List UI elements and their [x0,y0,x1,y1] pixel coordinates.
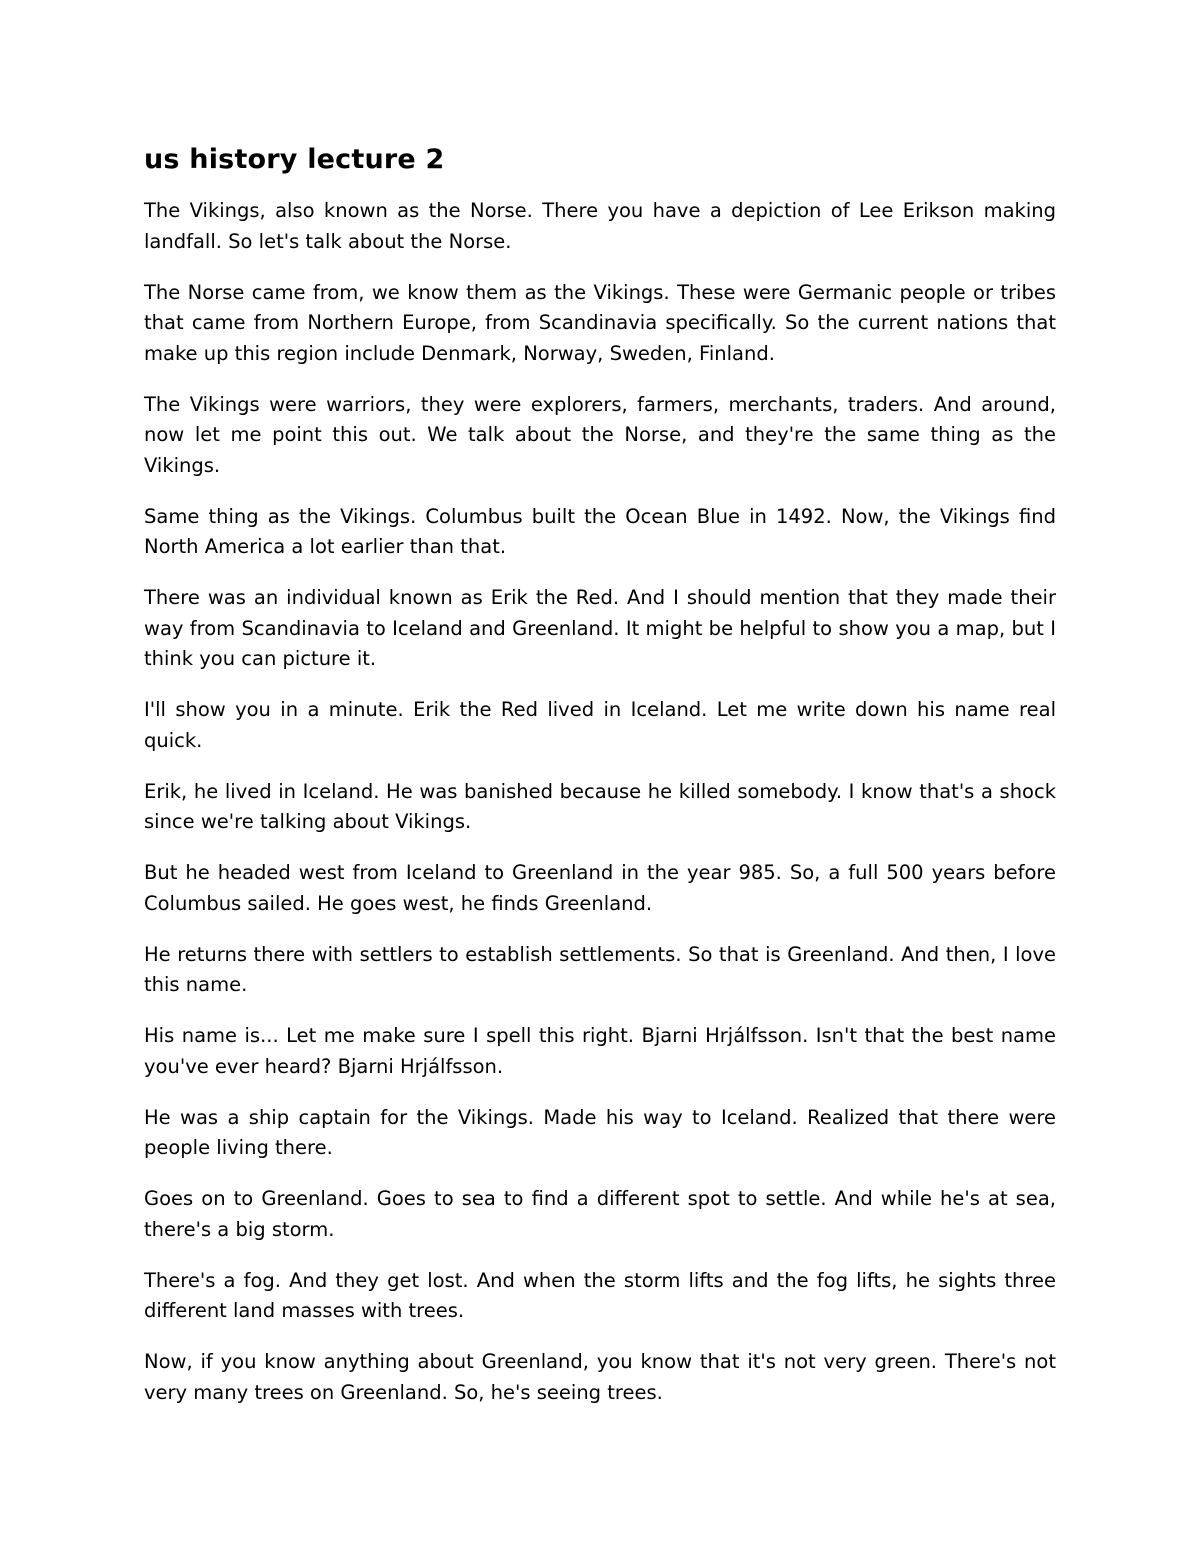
paragraph: There was an individual known as Erik the Red. And I should mention that they made their way from Scandinavia to Iceland and Greenland. It might be helpful to show you a map, but I think you can picture it. [144,586,1056,670]
paragraph: But he headed west from Iceland to Greenland in the year 985. So, a full 500 years before Columbus sailed. He goes west, he finds Greenland. [144,861,1056,915]
paragraph: His name is... Let me make sure I spell this right. Bjarni Hrjálfsson. Isn't that the best name you've ever heard? Bjarni Hrjálfsson. [144,1024,1056,1078]
paragraph: The Vikings were warriors, they were explorers, farmers, merchants, traders. And around, now let me point this out. We talk about the Norse, and they're the same thing as the Vikings. [144,392,1056,477]
paragraph: Now, if you know anything about Greenland, you know that it's not very green. There's not very many trees on Greenland. So, he's seeing trees. [144,1350,1056,1404]
paragraph: I'll show you in a minute. Erik the Red lived in Iceland. Let me write down his name real quick. [144,698,1056,752]
paragraph: The Norse came from, we know them as the Vikings. These were Germanic people or tribes that came from Northern Europe, from Scandinavia specifically. So the current nations that make up this region include Denmark, Norway, Sweden, Finland. [144,280,1056,365]
paragraph: He was a ship captain for the Vikings. Made his way to Iceland. Realized that there were people living there. [144,1105,1056,1159]
paragraph: The Vikings, also known as the Norse. There you have a depiction of Lee Erikson making landfall. So let's talk about the Norse. [144,199,1056,253]
document-title: us history lecture 2 [144,144,445,175]
paragraph: Goes on to Greenland. Goes to sea to find a different spot to settle. And while he's at sea, there's a big storm. [144,1187,1056,1241]
paragraph: Same thing as the Vikings. Columbus built the Ocean Blue in 1492. Now, the Vikings find North America a lot earlier than that. [144,504,1056,558]
paragraph: There's a fog. And they get lost. And when the storm lifts and the fog lifts, he sights three different land masses with trees. [144,1268,1056,1322]
paragraph: He returns there with settlers to establish settlements. So that is Greenland. And then, I love this name. [144,942,1056,996]
document-page [144,140,1056,1429]
paragraph: Erik, he lived in Iceland. He was banished because he killed somebody. I know that's a shock since we're talking about Vikings. [144,779,1056,833]
